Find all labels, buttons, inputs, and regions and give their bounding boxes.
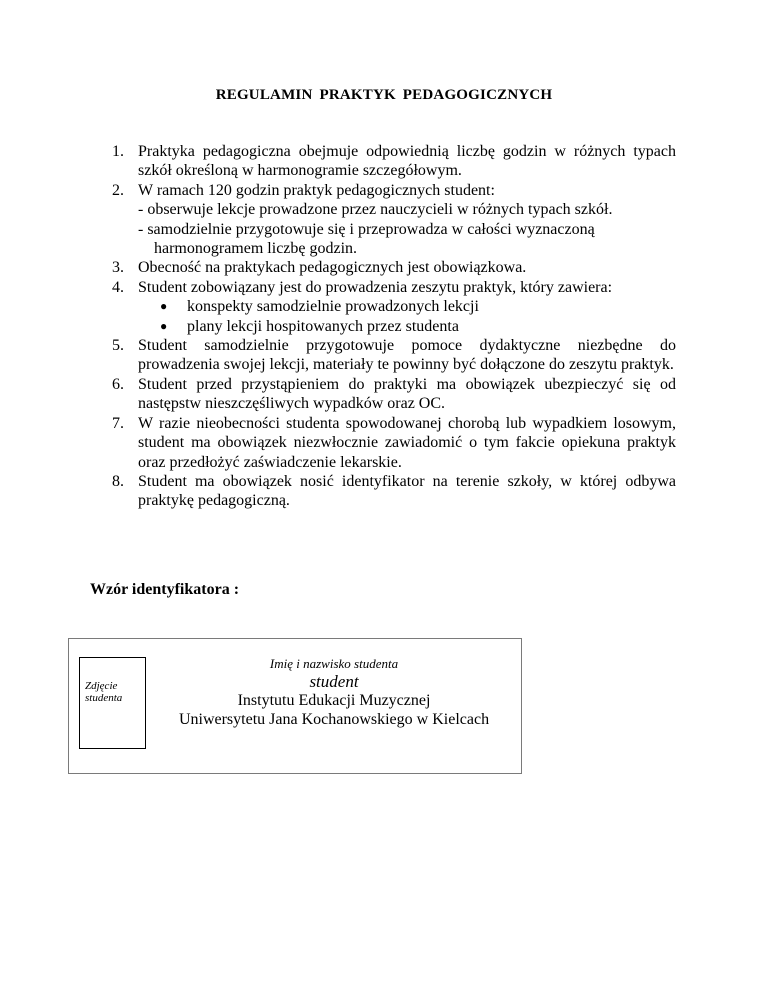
- rule-item: [112, 414, 676, 472]
- rule-text: Student zobowiązany jest do prowadzenia zeszytu praktyk, który zawiera:: [138, 278, 613, 296]
- rule-text: Student ma obowiązek nosić identyfikator na terenie szkoły, w której odbywa praktykę pedagogiczną.: [138, 472, 676, 510]
- rule-item: [112, 375, 676, 414]
- rule-number: 3.: [112, 259, 124, 277]
- rules-list: [112, 142, 676, 511]
- badge-role: student: [309, 672, 359, 691]
- document-title: REGULAMIN PRAKTYK PEDAGOGICZNYCH: [215, 87, 553, 103]
- bullet-icon: ●: [160, 318, 168, 333]
- bullet-item: [138, 317, 676, 336]
- rule-item: [112, 472, 676, 511]
- rule-item: [112, 181, 676, 259]
- rule-number: 1.: [112, 143, 124, 160]
- badge-name-placeholder: Imię i nazwisko studenta: [269, 656, 399, 671]
- rule-number: 6.: [112, 375, 124, 393]
- rule-item: [112, 142, 676, 181]
- photo-label-line: Zdjęcie: [85, 680, 118, 692]
- badge-institute: Instytutu Edukacji Muzycznej: [237, 692, 431, 709]
- bullet-icon: ●: [160, 299, 168, 314]
- rule-subline: - obserwuje lekcje prowadzone przez nauczycieli w różnych typach szkół.: [138, 201, 613, 219]
- photo-placeholder: [79, 657, 146, 749]
- rule-text: Student samodzielnie przygotowuje pomoce dydaktyczne niezbędne do prowadzenia swojej lekcji, materiały te powinny być dołączone do zeszytu praktyk.: [138, 337, 676, 374]
- rule-subline: - samodzielnie przygotowuje się i przeprowadza w całości wyznaczoną: [138, 220, 595, 238]
- rule-text: Praktyka pedagogiczna obejmuje odpowiednią liczbę godzin w różnych typach szkół określoną w harmonogramie szczegółowym.: [138, 143, 676, 180]
- bullet-list: [138, 297, 676, 336]
- rule-number: 5.: [112, 337, 124, 355]
- bullet-item: [138, 297, 676, 316]
- rule-number: 4.: [112, 278, 124, 296]
- rule-number: 2.: [112, 181, 124, 199]
- badge-university: Uniwersytetu Jana Kochanowskiego w Kielcach: [178, 711, 490, 728]
- rule-text: W razie nieobecności studenta spowodowanej chorobą lub wypadkiem losowym, student ma obowiązek niezwłocznie zawiadomić o tym fakcie opiekuna praktyk oraz przedłożyć zaświadczenie lekarskie.: [138, 414, 676, 471]
- rule-number: 8.: [112, 472, 124, 490]
- rule-text: Student przed przystąpieniem do praktyki ma obowiązek ubezpieczyć się od następstw nieszczęśliwych wypadków oraz OC.: [138, 375, 676, 413]
- badge-heading: Wzór identyfikatora :: [90, 581, 240, 598]
- rule-item: [112, 278, 676, 336]
- rule-item: [112, 336, 676, 375]
- rule-text: W ramach 120 godzin praktyk pedagogicznych student:: [138, 181, 495, 199]
- rule-number: 7.: [112, 414, 124, 432]
- id-badge-template: [68, 638, 522, 774]
- rule-text: Obecność na praktykach pedagogicznych jest obowiązkowa.: [138, 259, 527, 277]
- badge-text-block: [157, 656, 511, 729]
- photo-label-line: studenta: [85, 692, 123, 704]
- bullet-text: konspekty samodzielnie prowadzonych lekcji: [187, 298, 479, 316]
- rule-subline: harmonogramem liczbę godzin.: [154, 240, 358, 258]
- bullet-text: plany lekcji hospitowanych przez studenta: [187, 317, 459, 335]
- rule-item: [112, 258, 676, 277]
